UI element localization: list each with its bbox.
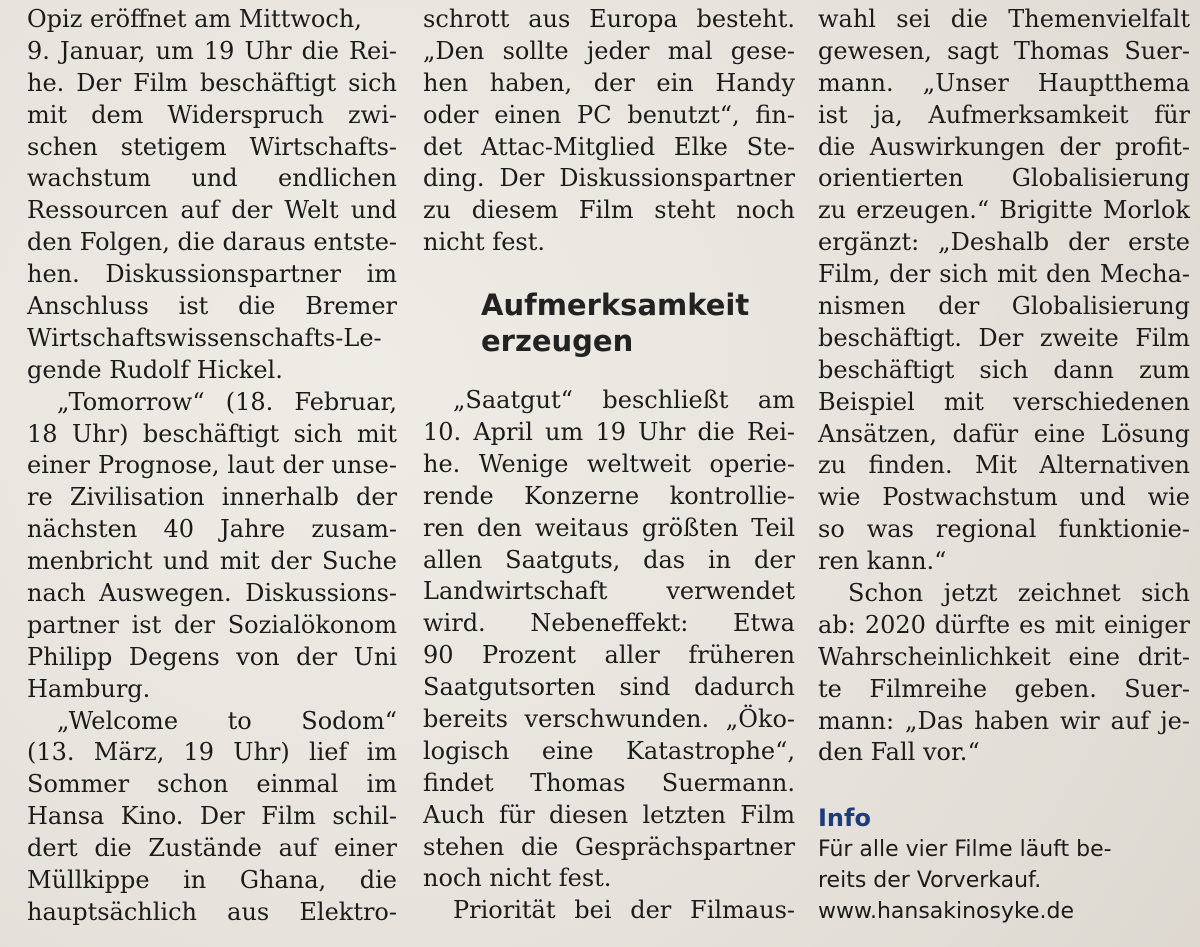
text-line: beschäftigt sich dann zum — [818, 355, 1190, 384]
text-line: Sommer schon einmal im — [27, 770, 397, 799]
text-line: Müllkippe in Ghana, die — [27, 866, 397, 895]
text-line: mann: „Das haben wir auf je- — [818, 706, 1190, 735]
text-line: zu diesem Film steht noch — [423, 196, 795, 225]
text-line: Landwirtschaft verwendet — [423, 577, 795, 606]
text-line: menbricht und mit der Suche — [27, 547, 397, 576]
text-line: reits der Vorverkauf. — [818, 868, 1042, 894]
text-line: 18 Uhr) beschäftigt sich mit — [27, 419, 397, 448]
text-line: Für alle vier Filme läuft be- — [818, 837, 1112, 863]
text-line: Wirtschaftswissenschafts-Le- — [27, 323, 382, 352]
text-line: beschäftigt. Der zweite Film — [818, 323, 1190, 352]
text-line: Ansätzen, dafür eine Lösung — [818, 419, 1190, 448]
text-line: wahl sei die Themenvielfalt — [818, 5, 1190, 33]
text-line: 90 Prozent aller früheren — [423, 641, 795, 670]
text-line: Opiz eröffnet am Mittwoch, — [27, 5, 362, 33]
text-line: oder einen PC benutzt“, fin- — [423, 100, 795, 129]
text-line: so was regional funktionie- — [818, 515, 1190, 544]
text-line: Hansa Kino. Der Film schil- — [27, 802, 397, 831]
text-line: stehen die Gesprächspartner — [423, 832, 795, 861]
text-line: Wahrscheinlichkeit eine drit- — [818, 642, 1190, 671]
text-line: Anschluss ist die Bremer — [27, 292, 397, 321]
text-line: Ressourcen auf der Welt und — [27, 196, 397, 225]
text-line: Priorität bei der Filmaus- — [453, 896, 795, 925]
text-line: ab: 2020 dürfte es mit einiger — [818, 610, 1190, 639]
text-line: Schon jetzt zeichnet sich — [848, 579, 1190, 608]
text-line: wie Postwachstum und wie — [818, 483, 1190, 512]
text-line: den Fall vor.“ — [818, 738, 980, 767]
text-line: schen stetigem Wirtschafts- — [27, 132, 397, 161]
text-line: Beispiel mit verschiedenen — [818, 387, 1190, 416]
text-line: he. Wenige weltweit operie- — [423, 449, 795, 478]
text-line: www.hansakinosyke.de — [818, 899, 1074, 925]
text-line: ist ja, Aufmerksamkeit für — [818, 100, 1190, 129]
text-line: Film, der sich mit den Mecha- — [818, 260, 1190, 289]
text-line: nächsten 40 Jahre zusam- — [27, 515, 397, 544]
text-line: gewesen, sagt Thomas Suer- — [818, 36, 1190, 65]
column-1 — [27, 4, 397, 929]
text-line: 10. April um 19 Uhr die Rei- — [423, 418, 795, 447]
text-line: re Zivilisation innerhalb der — [27, 483, 397, 512]
text-line: noch nicht fest. — [423, 864, 612, 893]
text-line: Auch für diesen letzten Film — [423, 800, 795, 829]
text-line: orientierten Globalisierung — [818, 164, 1190, 193]
text-line: wird. Nebeneffekt: Etwa — [423, 609, 795, 638]
section-heading — [481, 287, 795, 359]
text-line: (13. März, 19 Uhr) lief im — [27, 738, 397, 767]
text-line: ren kann.“ — [818, 547, 947, 576]
text-line: gende Rudolf Hickel. — [27, 355, 283, 384]
text-line: den Folgen, die daraus entste- — [27, 228, 397, 257]
text-line: te Filmreihe geben. Suer- — [818, 674, 1190, 703]
text-line: schrott aus Europa besteht. — [423, 5, 795, 33]
text-line: zu erzeugen.“ Brigitte Morlok — [818, 196, 1190, 225]
text-line: rende Konzerne kontrollie- — [423, 481, 795, 510]
text-line: zu finden. Mit Alternativen — [818, 451, 1190, 480]
heading-line: erzeugen — [481, 324, 634, 359]
text-line: wachstum und endlichen — [27, 164, 397, 193]
text-line: ding. Der Diskussionspartner — [423, 164, 795, 193]
text-line: hen. Diskussionspartner im — [27, 260, 397, 289]
text-line: logisch eine Katastrophe“, — [423, 736, 795, 765]
text-line: „Welcome to Sodom“ — [57, 706, 397, 735]
text-line: det Attac-Mitglied Elke Ste- — [423, 132, 795, 161]
text-line: ren den weitaus größten Teil — [423, 513, 795, 542]
text-line: hauptsächlich aus Elektro- — [27, 897, 397, 926]
text-line: nach Auswegen. Diskussions- — [27, 579, 397, 608]
text-line: Hamburg. — [27, 674, 151, 703]
text-line: „Saatgut“ beschließt am — [453, 386, 795, 415]
heading-line: Aufmerksamkeit — [481, 288, 750, 323]
text-line: findet Thomas Suermann. — [423, 768, 795, 797]
text-line: he. Der Film beschäftigt sich — [27, 68, 397, 97]
text-line: „Tomorrow“ (18. Februar, — [57, 387, 397, 416]
text-line: nismen der Globalisierung — [818, 292, 1190, 321]
text-line: partner ist der Sozialökonom — [27, 610, 397, 639]
text-line: bereits verschwunden. „Öko- — [423, 705, 795, 734]
text-line: mann. „Unser Hauptthema — [818, 68, 1190, 97]
text-line: mit dem Widerspruch zwi- — [27, 100, 397, 129]
text-line: Saatgutsorten sind dadurch — [423, 673, 795, 702]
text-line: dert die Zustände auf einer — [27, 834, 397, 863]
text-line: ergänzt: „Deshalb der erste — [818, 228, 1190, 257]
column-2 — [423, 4, 795, 927]
text-line: die Auswirkungen der profit- — [818, 132, 1190, 161]
text-line: Philipp Degens von der Uni — [27, 642, 397, 671]
text-line: „Den sollte jeder mal gese- — [423, 36, 795, 65]
text-line: einer Prognose, laut der unse- — [27, 451, 397, 480]
text-line: 9. Januar, um 19 Uhr die Rei- — [27, 36, 397, 65]
info-box-title: Info — [818, 804, 871, 833]
text-line: hen haben, der ein Handy — [423, 68, 795, 97]
column-3 — [818, 4, 1190, 927]
text-line: allen Saatguts, das in der — [423, 545, 795, 574]
info-box — [818, 834, 1190, 927]
text-line: nicht fest. — [423, 228, 545, 257]
